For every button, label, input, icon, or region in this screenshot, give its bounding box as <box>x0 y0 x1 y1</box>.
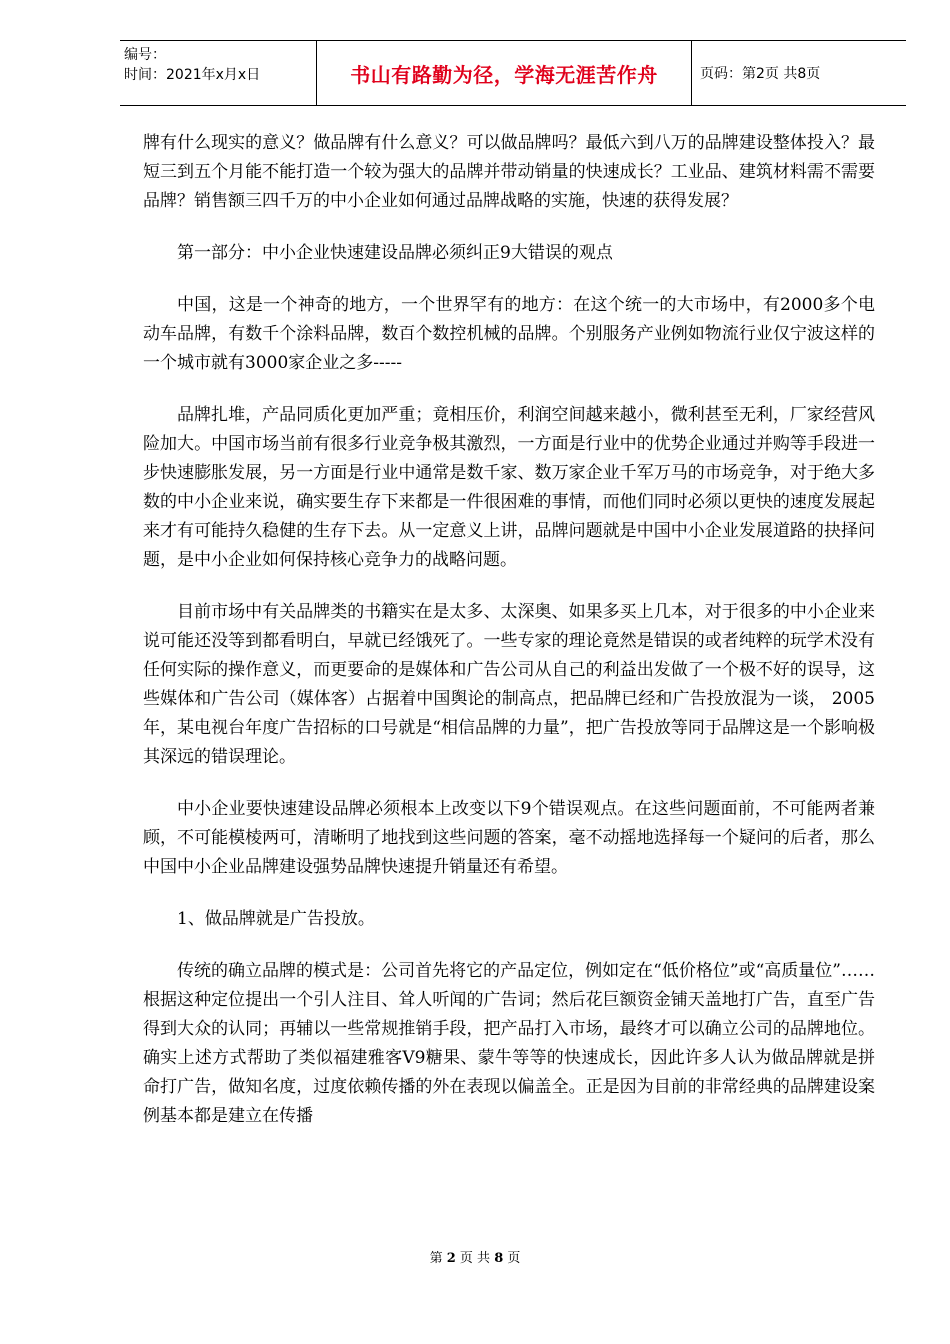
header-meta <box>120 41 316 105</box>
paragraph: 目前市场中有关品牌类的书籍实在是太多、太深奥、如果多买上几本，对于很多的中小企业来说可能还没等到都看明白，早就已经饿死了。一些专家的理论竟然是错误的或者纯粹的玩学术没有任何实际的操作意义，而更要命的是媒体和广告公司从自己的利益出发做了一个极不好的误导，这些媒体和广告公司（媒体客）占据着中国舆论的制高点，把品牌已经和广告投放混为一谈， 2005年，某电视台年度广告招标的口号就是“相信品牌的力量”，把广告投放等同于品牌这是一个影响极其深远的错误理论。 <box>143 602 875 767</box>
header-motto: 书山有路勤为径，学海无涯苦作舟 <box>316 41 692 105</box>
page-header <box>120 40 906 106</box>
page-footer <box>0 1247 950 1266</box>
footer-total-pages: 8 <box>494 1251 504 1266</box>
footer-page-number: 2 <box>446 1251 456 1266</box>
paragraph-continued: 牌有什么现实的意义？做品牌有什么意义？可以做品牌吗？最低六到八万的品牌建设整体投入？最短三到五个月能不能打造一个较为强大的品牌并带动销量的快速成长？工业品、建筑材料需不需要品牌？销售额三四千万的中小企业如何通过品牌战略的实施，快速的获得发展？ <box>143 133 875 211</box>
footer-suffix: 页 <box>507 1251 521 1266</box>
time-label: 时间：2021年x月x日 <box>124 67 261 83</box>
section-heading: 第一部分：中小企业快速建设品牌必须纠正9大错误的观点 <box>177 243 613 263</box>
footer-middle: 页 共 <box>459 1251 491 1266</box>
footer-prefix: 第 <box>429 1251 443 1266</box>
header-page-info: 页码：第2页 共8页 <box>700 66 821 82</box>
paragraph: 中国，这是一个神奇的地方，一个世界罕有的地方：在这个统一的大市场中，有2000多个电动车品牌，有数千个涂料品牌，数百个数控机械的品牌。个别服务产业例如物流行业仅宁波这样的一个城市就有3000家企业之多----- <box>143 295 875 373</box>
paragraph: 传统的确立品牌的模式是：公司首先将它的产品定位，例如定在“低价格位”或“高质量位”……根据这种定位提出一个引人注目、耸人听闻的广告词；然后花巨额资金铺天盖地打广告，直至广告得到大众的认同；再辅以一些常规推销手段，把产品打入市场，最终才可以确立公司的品牌地位。确实上述方式帮助了类似福建雅客V9糖果、蒙牛等等的快速成长，因此许多人认为做品牌就是拼命打广告，做知名度，过度依赖传播的外在表现以偏盖全。正是因为目前的非常经典的品牌建设案例基本都是建立在传播 <box>143 961 875 1126</box>
list-heading: 1、做品牌就是广告投放。 <box>177 909 375 929</box>
document-body <box>143 129 875 1131</box>
doc-number-label: 编号： <box>124 47 166 63</box>
paragraph: 品牌扎堆，产品同质化更加严重；竟相压价，利润空间越来越小，微利甚至无利，厂家经营风险加大。中国市场当前有很多行业竞争极其激烈，一方面是行业中的优势企业通过并购等手段进一步快速膨胀发展，另一方面是行业中通常是数千家、数万家企业千军万马的市场竞争，对于绝大多数的中小企业来说，确实要生存下来都是一件很困难的事情，而他们同时必须以更快的速度发展起来才有可能持久稳健的生存下去。从一定意义上讲，品牌问题就是中国中小企业发展道路的抉择问题，是中小企业如何保持核心竞争力的战略问题。 <box>143 405 875 570</box>
paragraph: 中小企业要快速建设品牌必须根本上改变以下9个错误观点。在这些问题面前，不可能两者兼顾，不可能模棱两可，清晰明了地找到这些问题的答案，毫不动摇地选择每一个疑问的后者，那么中国中小企业品牌建设强势品牌快速提升销量还有希望。 <box>143 799 875 877</box>
